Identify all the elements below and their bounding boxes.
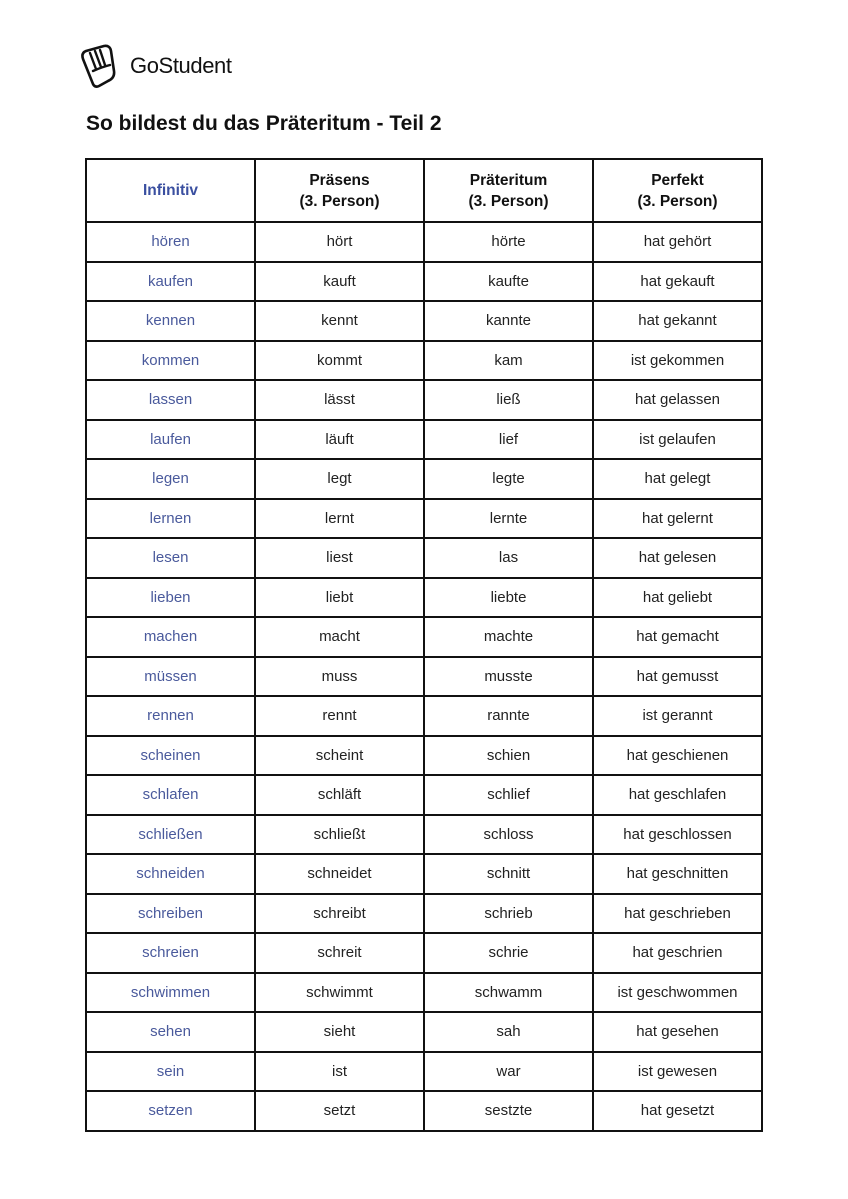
cell-perfekt: hat geschnitten (593, 854, 762, 894)
cell-perfekt: hat gemacht (593, 617, 762, 657)
cell-infinitiv: schwimmen (86, 973, 255, 1013)
column-header-label: Präteritum (469, 171, 548, 189)
header-infinitiv (86, 159, 255, 222)
cell-perfekt: hat gelassen (593, 380, 762, 420)
cell-praesens: macht (255, 617, 424, 657)
cell-praeteritum: war (424, 1052, 593, 1092)
cell-praesens: schwimmt (255, 973, 424, 1013)
table-row (86, 736, 762, 776)
cell-praeteritum: kam (424, 341, 593, 381)
table-row (86, 420, 762, 460)
cell-perfekt: ist gewesen (593, 1052, 762, 1092)
table-row (86, 222, 762, 262)
cell-praesens: legt (255, 459, 424, 499)
cell-infinitiv: schreien (86, 933, 255, 973)
table-row (86, 538, 762, 578)
cell-praesens: ist (255, 1052, 424, 1092)
cell-infinitiv: schlafen (86, 775, 255, 815)
table-row (86, 696, 762, 736)
cell-praesens: hört (255, 222, 424, 262)
cell-perfekt: hat gekauft (593, 262, 762, 302)
cell-praesens: schreit (255, 933, 424, 973)
cell-praeteritum: rannte (424, 696, 593, 736)
cell-perfekt: hat gelesen (593, 538, 762, 578)
column-header-label: Perfekt (651, 171, 704, 189)
cell-praesens: kauft (255, 262, 424, 302)
cell-praeteritum: musste (424, 657, 593, 697)
cell-perfekt: hat geliebt (593, 578, 762, 618)
column-header-sublabel: (3. Person) (299, 192, 380, 210)
cell-perfekt: hat gesehen (593, 1012, 762, 1052)
cell-praesens: kommt (255, 341, 424, 381)
cell-praeteritum: las (424, 538, 593, 578)
gostudent-logo-icon (80, 43, 118, 89)
cell-infinitiv: laufen (86, 420, 255, 460)
cell-praeteritum: legte (424, 459, 593, 499)
cell-praeteritum: kaufte (424, 262, 593, 302)
cell-infinitiv: kennen (86, 301, 255, 341)
table-row (86, 459, 762, 499)
cell-infinitiv: schreiben (86, 894, 255, 934)
cell-infinitiv: schneiden (86, 854, 255, 894)
cell-praesens: liest (255, 538, 424, 578)
cell-infinitiv: lernen (86, 499, 255, 539)
cell-perfekt: hat geschlossen (593, 815, 762, 855)
cell-infinitiv: legen (86, 459, 255, 499)
column-header-sublabel: (3. Person) (637, 192, 718, 210)
cell-praesens: setzt (255, 1091, 424, 1131)
cell-perfekt: hat geschrieben (593, 894, 762, 934)
cell-praeteritum: ließ (424, 380, 593, 420)
cell-praeteritum: kannte (424, 301, 593, 341)
cell-perfekt: hat geschienen (593, 736, 762, 776)
cell-praesens: schneidet (255, 854, 424, 894)
table-row (86, 815, 762, 855)
cell-praeteritum: schien (424, 736, 593, 776)
table-row (86, 1052, 762, 1092)
cell-perfekt: hat gekannt (593, 301, 762, 341)
cell-infinitiv: hören (86, 222, 255, 262)
cell-perfekt: ist gelaufen (593, 420, 762, 460)
cell-infinitiv: kommen (86, 341, 255, 381)
cell-praesens: sieht (255, 1012, 424, 1052)
cell-perfekt: ist gerannt (593, 696, 762, 736)
cell-infinitiv: sehen (86, 1012, 255, 1052)
table-row (86, 1091, 762, 1131)
cell-infinitiv: machen (86, 617, 255, 657)
cell-praeteritum: hörte (424, 222, 593, 262)
brand-logo (80, 43, 232, 89)
cell-praeteritum: lernte (424, 499, 593, 539)
cell-perfekt: hat gesetzt (593, 1091, 762, 1131)
cell-praeteritum: sah (424, 1012, 593, 1052)
cell-perfekt: hat gemusst (593, 657, 762, 697)
header-praesens (255, 159, 424, 222)
table-row (86, 854, 762, 894)
table-body (86, 222, 762, 1131)
brand-name: GoStudent (130, 53, 232, 78)
table-row (86, 933, 762, 973)
cell-praesens: rennt (255, 696, 424, 736)
column-header-label: Präsens (309, 171, 370, 189)
column-header-sublabel: (3. Person) (468, 192, 549, 210)
cell-infinitiv: müssen (86, 657, 255, 697)
cell-praesens: schreibt (255, 894, 424, 934)
cell-infinitiv: scheinen (86, 736, 255, 776)
cell-perfekt: hat gelernt (593, 499, 762, 539)
cell-infinitiv: lesen (86, 538, 255, 578)
cell-praesens: liebt (255, 578, 424, 618)
cell-praeteritum: lief (424, 420, 593, 460)
cell-praeteritum: sestzte (424, 1091, 593, 1131)
cell-perfekt: hat geschlafen (593, 775, 762, 815)
cell-praesens: läuft (255, 420, 424, 460)
table-header-row (86, 159, 762, 222)
table-row (86, 1012, 762, 1052)
column-header-label: Infinitiv (142, 182, 199, 199)
table-row (86, 380, 762, 420)
table-row (86, 617, 762, 657)
cell-praesens: muss (255, 657, 424, 697)
cell-praesens: kennt (255, 301, 424, 341)
cell-praesens: scheint (255, 736, 424, 776)
header-perfekt (593, 159, 762, 222)
page-title: So bildest du das Präteritum - Teil 2 (86, 112, 442, 135)
cell-praesens: lernt (255, 499, 424, 539)
cell-perfekt: hat gehört (593, 222, 762, 262)
cell-infinitiv: lieben (86, 578, 255, 618)
cell-praeteritum: schloss (424, 815, 593, 855)
header-praeteritum (424, 159, 593, 222)
cell-infinitiv: rennen (86, 696, 255, 736)
cell-perfekt: ist gekommen (593, 341, 762, 381)
cell-praeteritum: schlief (424, 775, 593, 815)
table-row (86, 775, 762, 815)
cell-infinitiv: sein (86, 1052, 255, 1092)
cell-praeteritum: schrieb (424, 894, 593, 934)
cell-praesens: lässt (255, 380, 424, 420)
cell-praesens: schließt (255, 815, 424, 855)
cell-perfekt: ist geschwommen (593, 973, 762, 1013)
table-row (86, 578, 762, 618)
table-row (86, 499, 762, 539)
cell-infinitiv: kaufen (86, 262, 255, 302)
cell-praeteritum: schnitt (424, 854, 593, 894)
table-row (86, 657, 762, 697)
cell-praeteritum: liebte (424, 578, 593, 618)
cell-infinitiv: lassen (86, 380, 255, 420)
table-row (86, 341, 762, 381)
cell-praeteritum: machte (424, 617, 593, 657)
table-row (86, 301, 762, 341)
cell-perfekt: hat geschrien (593, 933, 762, 973)
cell-praeteritum: schrie (424, 933, 593, 973)
cell-infinitiv: schließen (86, 815, 255, 855)
cell-praeteritum: schwamm (424, 973, 593, 1013)
verb-table (85, 158, 763, 1132)
cell-perfekt: hat gelegt (593, 459, 762, 499)
table-row (86, 973, 762, 1013)
table-row (86, 894, 762, 934)
cell-praesens: schläft (255, 775, 424, 815)
cell-infinitiv: setzen (86, 1091, 255, 1131)
table-row (86, 262, 762, 302)
